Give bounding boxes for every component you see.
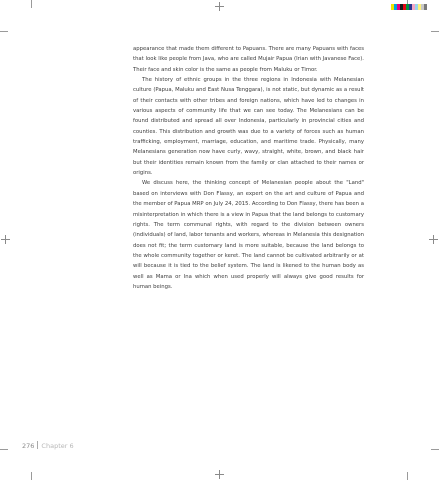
- page-footer: [22, 441, 74, 450]
- registration-mark-left: [1, 235, 10, 244]
- color-swatch: [424, 4, 427, 10]
- crop-mark-top-left-h: [0, 31, 8, 32]
- body-text: [133, 44, 364, 292]
- paragraph: The history of ethnic groups in the three regions in Indonesia with Melanesian culture (Papua, Maluku and East Nusa Tenggara), is not static, but dynamic as a result of their contacts with other tribes and foreign nations, which have led to changes in various aspects of community life that we can see today. The Melanesians can be found distributed and spread all over Indonesia, particularly in provincial cities and counties. This distribution and growth was due to a variety of forces such as human trafficking, employment, marriage, education, and maritime trade. Physically, many Melanesians generation now have curly, wavy, straight, white, brown, and black hair but their identities remain known from the family or clan attached to their names or origins.: [133, 77, 364, 177]
- footer-divider: [37, 441, 38, 449]
- page-number: 276: [22, 442, 35, 450]
- color-calibration-bar: [391, 4, 427, 10]
- chapter-label: Chapter 6: [41, 442, 74, 450]
- paragraph: appearance that made them different to Papuans. There are many Papuans with faces that look like people from Java, who are called Mujair Papua (Irian with Javanese Face). Their face and skin color is the same as people from Maluku or Timor.: [133, 46, 364, 73]
- registration-mark-right: [429, 235, 438, 244]
- crop-mark-bottom-right-v: [407, 472, 408, 480]
- crop-mark-bottom-left-h: [0, 449, 8, 450]
- crop-mark-top-right-h: [431, 31, 439, 32]
- paragraph: We discuss here, the thinking concept of Melanesian people about the "Land" based on interviews with Don Flassy, an expert on the art and culture of Papua and the member of Papua MRP on July 24, 2015. According to Don Flassy, there has been a misinterpretation in which there is a view in Papua that the land belongs to customary rights. The term communal rights, with regard to the division between owners (individuals) of land, labor tenants and workers, whereas in Melanesia this designation does not fit; the term customary land is more suitable, because the land belongs to the whole community together or keret. The land cannot be cultivated arbitrarily or at will because it is tied to the belief system. The land is likened to the human body as well as Mama or Ina which when used properly will always give good results for human beings.: [133, 180, 364, 290]
- crop-mark-bottom-right-h: [431, 449, 439, 450]
- crop-mark-bottom-left-v: [31, 472, 32, 480]
- crop-mark-top-left-v: [31, 0, 32, 8]
- registration-mark-bottom: [215, 470, 224, 479]
- registration-mark-top: [215, 2, 224, 11]
